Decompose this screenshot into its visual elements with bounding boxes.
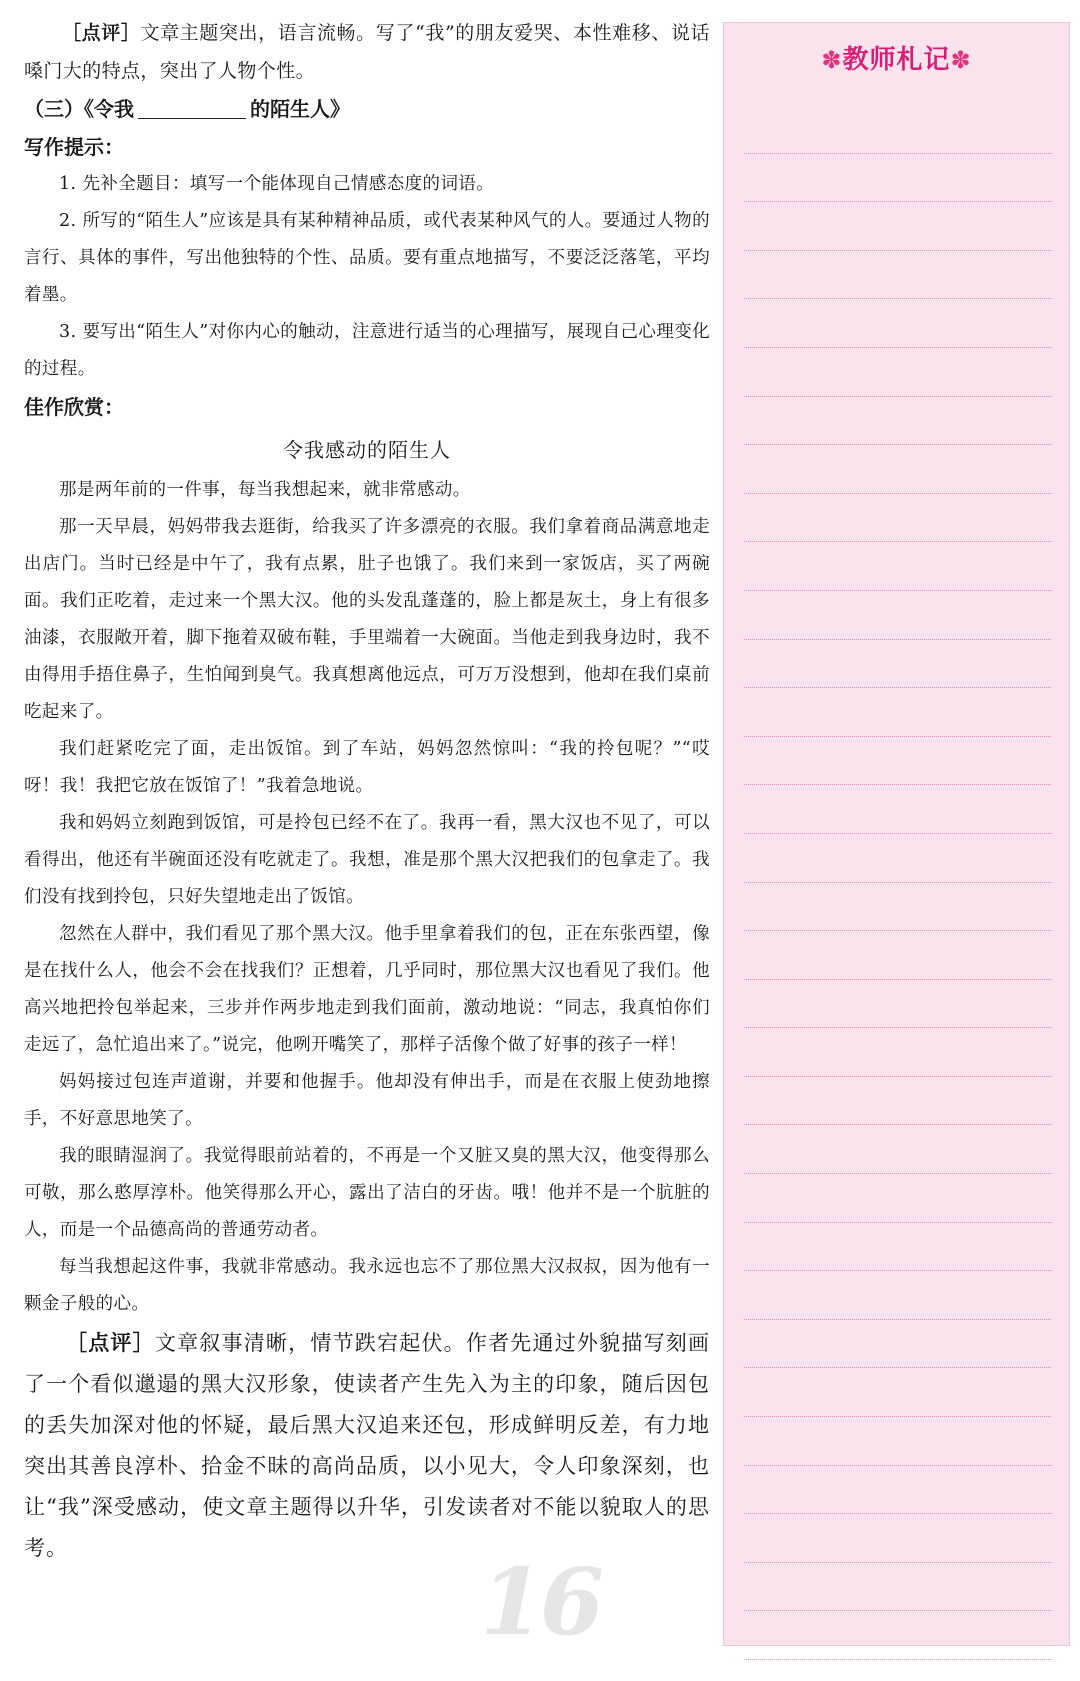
note-line[interactable] bbox=[744, 1514, 1051, 1563]
essay-paragraph: 我和妈妈立刻跑到饭馆，可是拎包已经不在了。我再一看，黑大汉也不见了，可以看得出，他还有半碗面还没有吃就走了。我想，准是那个黑大汉把我们的包拿走了。我们没有找到拎包，只好失望地走出了饭馆。 bbox=[24, 813, 710, 907]
comment-label: ［点评］ bbox=[62, 22, 141, 44]
note-line[interactable] bbox=[744, 1466, 1051, 1515]
note-line[interactable] bbox=[744, 251, 1051, 300]
essay-paragraph: 我们赶紧吃完了面，走出饭馆。到了车站，妈妈忽然惊叫：“我的拎包呢？”“哎呀！我！我把它放在饭馆了！”我着急地说。 bbox=[24, 739, 710, 796]
essay-paragraph: 我的眼睛湿润了。我觉得眼前站着的，不再是一个又脏又臭的黑大汉，他变得那么可敬，那么憨厚淳朴。他笑得那么开心，露出了洁白的牙齿。哦！他并不是一个肮脏的人，而是一个品德高尚的普通劳动者。 bbox=[24, 1146, 710, 1240]
note-line[interactable] bbox=[744, 834, 1051, 883]
notes-title bbox=[724, 39, 1069, 79]
teacher-notes-panel bbox=[723, 22, 1070, 1646]
tip-item: 1. 先补全题目：填写一个能体现自己情感态度的词语。 bbox=[59, 174, 495, 194]
final-comment bbox=[24, 1323, 710, 1569]
note-line[interactable] bbox=[744, 737, 1051, 786]
note-line[interactable] bbox=[744, 542, 1051, 591]
note-line[interactable] bbox=[744, 1174, 1051, 1223]
note-line[interactable] bbox=[744, 591, 1051, 640]
tip-item: 3. 要写出“陌生人”对你内心的触动，注意进行适当的心理描写，展现自己心理变化的过程。 bbox=[24, 322, 710, 379]
note-line[interactable] bbox=[744, 1028, 1051, 1077]
main-column bbox=[24, 14, 710, 1569]
note-line[interactable] bbox=[744, 883, 1051, 932]
note-line[interactable] bbox=[744, 202, 1051, 251]
section-title bbox=[24, 90, 710, 128]
note-line[interactable] bbox=[744, 1125, 1051, 1174]
notes-title-text: 教师札记 bbox=[842, 45, 951, 75]
note-line[interactable] bbox=[744, 1368, 1051, 1417]
section-title-prefix: （三）《令我 bbox=[24, 97, 134, 121]
note-line[interactable] bbox=[744, 105, 1051, 154]
essay-paragraph: 那是两年前的一件事，每当我想起来，就非常感动。 bbox=[59, 480, 471, 500]
essay-paragraph: 那一天早晨，妈妈带我去逛街，给我买了许多漂亮的衣服。我们拿着商品满意地走出店门。当时已经是中午了，我有点累，肚子也饿了。我们来到一家饭店，买了两碗面。我们正吃着，走过来一个黑大汉。他的头发乱蓬蓬的，脸上都是灰土，身上有很多油漆，衣服敞开着，脚下拖着双破布鞋，手里端着一大碗面。当他走到我身边时，我不由得用手捂住鼻子，生怕闻到臭气。我真想离他远点，可万万没想到，他却在我们桌前吃起来了。 bbox=[24, 517, 710, 722]
page-number: 16 bbox=[480, 1548, 601, 1656]
note-line[interactable] bbox=[744, 688, 1051, 737]
note-line[interactable] bbox=[744, 1223, 1051, 1272]
note-line[interactable] bbox=[744, 299, 1051, 348]
section-title-suffix: 的陌生人》 bbox=[250, 97, 350, 121]
note-line[interactable] bbox=[744, 494, 1051, 543]
note-line[interactable] bbox=[744, 980, 1051, 1029]
note-line[interactable] bbox=[744, 397, 1051, 446]
note-line[interactable] bbox=[744, 445, 1051, 494]
tips-heading: 写作提示： bbox=[24, 135, 124, 159]
essay-paragraph: 每当我想起这件事，我就非常感动。我永远也忘不了那位黑大汉叔叔，因为他有一颗金子般的心。 bbox=[24, 1257, 710, 1314]
intro-comment bbox=[24, 14, 710, 90]
note-line[interactable] bbox=[744, 785, 1051, 834]
essay-title: 令我感动的陌生人 bbox=[283, 438, 451, 462]
note-lines bbox=[744, 105, 1051, 1660]
comment-text: 文章主题突出，语言流畅。写了“我”的朋友爱哭、本性难移、说话嗓门大的特点，突出了人物个性。 bbox=[24, 22, 710, 82]
appreciation-heading: 佳作欣赏： bbox=[24, 395, 124, 419]
essay-paragraph: 忽然在人群中，我们看见了那个黑大汉。他手里拿着我们的包，正在东张西望，像是在找什么人，他会不会在找我们？正想着，几乎同时，那位黑大汉也看见了我们。他高兴地把拎包举起来，三步并作两步地走到我们面前，激动地说：“同志，我真怕你们走远了，急忙追出来了。”说完，他咧开嘴笑了，那样子活像个做了好事的孩子一样！ bbox=[24, 924, 710, 1055]
note-line[interactable] bbox=[744, 1563, 1051, 1612]
note-line[interactable] bbox=[744, 1611, 1051, 1660]
note-line[interactable] bbox=[744, 1271, 1051, 1320]
note-line[interactable] bbox=[744, 348, 1051, 397]
note-line[interactable] bbox=[744, 640, 1051, 689]
note-line[interactable] bbox=[744, 154, 1051, 203]
note-line[interactable] bbox=[744, 1077, 1051, 1126]
note-line[interactable] bbox=[744, 1320, 1051, 1369]
comment-text: 文章叙事清晰，情节跌宕起伏。作者先通过外貌描写刻画了一个看似邋遢的黑大汉形象，使读者产生先入为主的印象，随后因包的丢失加深对他的怀疑，最后黑大汉追来还包，形成鲜明反差，有力地突出其善良淳朴、拾金不昧的高尚品质，以小见大，令人印象深刻，也让“我”深受感动，使文章主题得以升华，引发读者对不能以貌取人的思考。 bbox=[24, 1331, 710, 1560]
title-blank bbox=[138, 118, 246, 119]
essay-paragraph: 妈妈接过包连声道谢，并要和他握手。他却没有伸出手，而是在衣服上使劲地擦手，不好意思地笑了。 bbox=[24, 1072, 710, 1129]
flower-icon: ✽ bbox=[821, 46, 843, 74]
comment-label: ［点评］ bbox=[66, 1331, 155, 1355]
note-line[interactable] bbox=[744, 1417, 1051, 1466]
tip-item: 2. 所写的“陌生人”应该是具有某种精神品质，或代表某种风气的人。要通过人物的言行、具体的事件，写出他独特的个性、品质。要有重点地描写，不要泛泛落笔，平均着墨。 bbox=[24, 211, 710, 305]
flower-icon: ✽ bbox=[950, 46, 972, 74]
note-line[interactable] bbox=[744, 931, 1051, 980]
